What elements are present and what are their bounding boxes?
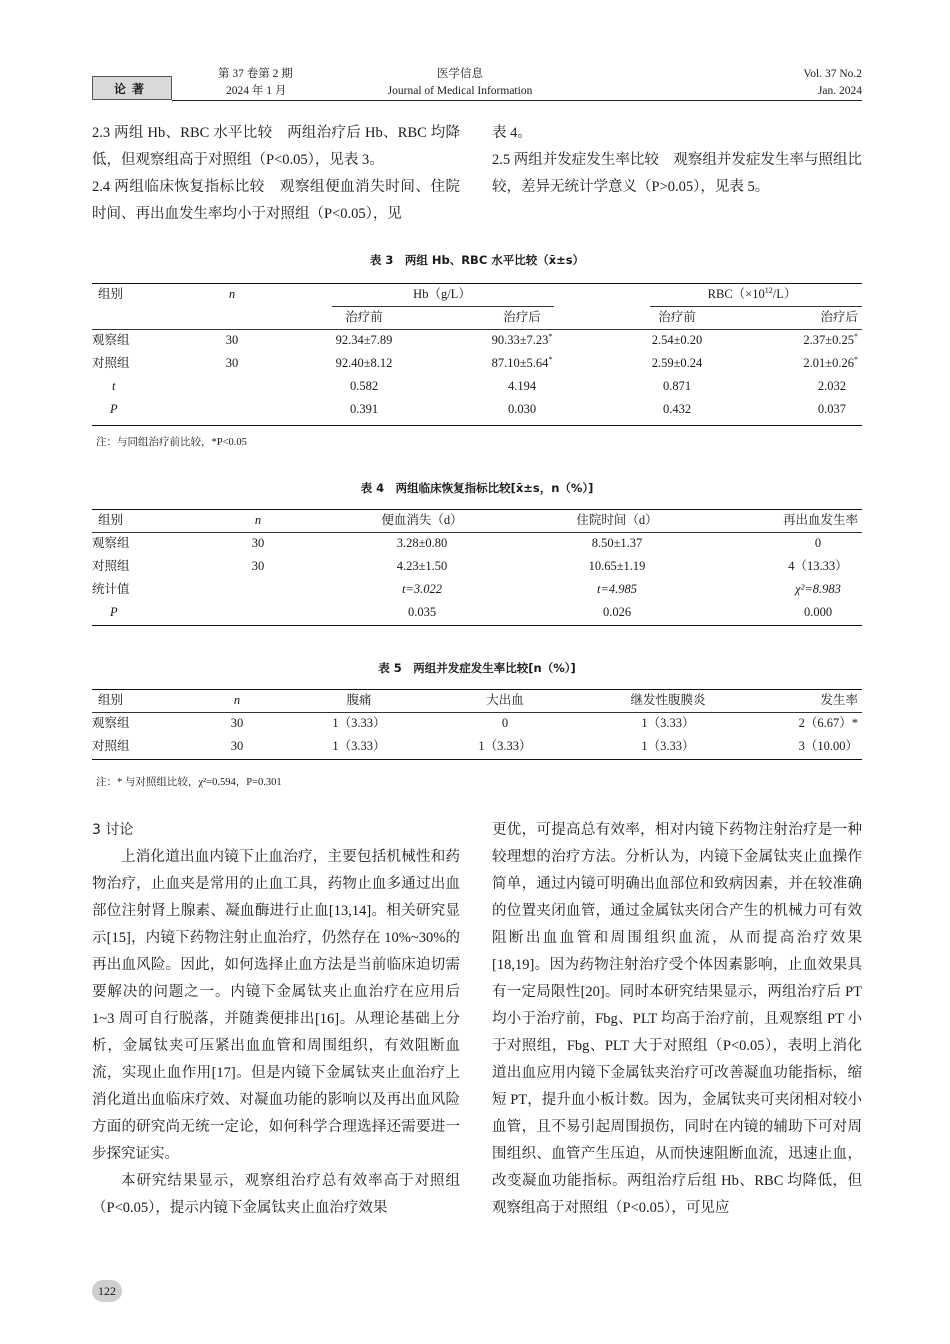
table3-hb-label: Hb（g/L） (413, 287, 471, 301)
table4-r1-c3: 10.65±1.19 (588, 559, 646, 573)
table3-r3-hb-after: 0.030 (507, 402, 537, 416)
table5-r0-c4: 1（3.33） (641, 716, 695, 730)
table3-r2-group: t (112, 379, 116, 393)
table4-col-group: 组别 (98, 513, 124, 527)
section-2-4-end: 表 4。 (492, 125, 532, 141)
section-2-5: 2.5 两组并发症发生率比较 观察组并发症发生率与照组比较，差异无统计学意义（P>0.05），见表 5。 (492, 152, 862, 195)
table5-col-group: 组别 (98, 693, 124, 707)
table3-r3-group: P (110, 402, 118, 416)
table-row (92, 555, 862, 578)
table3-hb-after: 治疗后 (503, 310, 541, 324)
table5-r1-c4: 1（3.33） (641, 739, 695, 753)
table3 (92, 283, 862, 421)
table5-r1-c3: 1（3.33） (478, 739, 532, 753)
table3-hb-before: 治疗前 (345, 310, 383, 324)
table5-col-n: n (233, 693, 241, 707)
table3-r0-hb-before: 92.34±7.89 (335, 333, 393, 347)
table3-col-group: 组别 (98, 287, 124, 301)
table4-r1-c1: 30 (251, 559, 265, 573)
table4-r2-c0: 统计值 (92, 582, 130, 596)
table3-header-row-1 (92, 283, 862, 306)
table5-col-rate: 发生率 (820, 693, 858, 707)
table3-r0-n: 30 (225, 333, 239, 347)
table4-col-n: n (254, 513, 262, 527)
header-volume-en: Vol. 37 No.2 (803, 68, 862, 80)
table4-col-rebleed: 再出血发生率 (782, 513, 858, 527)
table4-caption: 表 4 两组临床恢复指标比较[x̄±s，n（%）] (360, 481, 594, 495)
table4-r0-c2: 3.28±0.80 (396, 536, 448, 550)
header-journal-en: Journal of Medical Information (387, 85, 533, 97)
table4-r1-c4: 4（13.33） (788, 559, 848, 573)
table5-r1-c5: 3（10.00） (798, 739, 858, 753)
top-left-column (92, 120, 460, 228)
table-row (92, 712, 862, 735)
top-right-column (492, 120, 862, 201)
table5-caption: 表 5 两组并发症发生率比较[n（%）] (378, 661, 576, 675)
table3-r0-rbc-before: 2.54±0.20 (651, 333, 703, 347)
table-row (92, 375, 862, 398)
table3-r0-rbc-after: 2.37±0.25* (803, 331, 858, 347)
table4-r0-c0: 观察组 (92, 536, 130, 550)
table4-r0-c4: 0 (814, 536, 822, 550)
header-date-cn: 2024 年 1 月 (226, 85, 287, 97)
discussion-right-p1: 更优，可提高总有效率，相对内镜下药物注射治疗是一种较理想的治疗方法。分析认为，内镜下金属钛夹止血操作简单，通过内镜可明确出血部位和致病因素，并在较准确的位置夹闭血管，通过金属钛夹闭合产生的机械力可有效阻断出血血管和周围组织血流，从而提高治疗效果[18,19]。因为药物注射治疗受个体因素影响，止血效果具有一定局限性[20]。同时本研究结果显示，两组治疗后 PT 均小于治疗前，Fbg、PLT 均高于治疗前，且观察组 PT 小于对照组，Fbg、PLT 大于对照组（P<0.05），表明上消化道出血应用内镜下金属钛夹治疗可改善凝血功能指标，缩短 PT，提升血小板计数。因为，金属钛夹可夹闭相对较小血管，且不易引起周围损伤，同时在内镜的辅助下可对周围组织、血管产生压迫，从而快速阻断血流，迅速止血，改变凝血功能指标。两组治疗后组 Hb、RBC 均降低，但观察组高于对照组（P<0.05），可见应 (492, 822, 862, 1216)
discussion-left-p1: 上消化道出血内镜下止血治疗，主要包括机械性和药物治疗，止血夹是常用的止血工具，药物止血多通过出血部位注射肾上腺素、凝血酶进行止血[13,14]。相关研究显示[15]，内镜下药物注射止血治疗，仍然存在 10%~30%的再出血风险。因此，如何选择止血方法是当前临床迫切需要解决的问题之一。内镜下金属钛夹止血治疗在应用后 1~3 周可自行脱落，并随粪便排出[16]。从理论基础上分析，金属钛夹可压紧出血血管和周围组织，有效阻断血流，实现止血作用[17]。但是内镜下金属钛夹止血治疗上消化道出血临床疗效、对凝血功能的影响以及再出血风险方面的研究尚无统一定论，如何科学合理选择还需要进一步探究证实。 (92, 849, 460, 1162)
table3-r2-rbc-before: 0.871 (662, 379, 692, 393)
table5-r1-c2: 1（3.33） (332, 739, 386, 753)
section-2-3: 2.3 两组 Hb、RBC 水平比较 两组治疗后 Hb、RBC 均降低，但观察组高于对照组（P<0.05），见表 3。 (92, 125, 460, 168)
table5 (92, 689, 862, 758)
table4-r2-c2: t=3.022 (401, 582, 443, 596)
table5-col-pain: 腹痛 (346, 693, 372, 707)
table4-r0-c3: 8.50±1.37 (591, 536, 643, 550)
table3-r3-hb-before: 0.391 (349, 402, 379, 416)
section-2-4: 2.4 两组临床恢复指标比较 观察组便血消失时间、住院时间、再出血发生率均小于对照组（P<0.05），见 (92, 179, 460, 222)
table3-bottom-rule (92, 425, 862, 426)
table5-header-row (92, 689, 862, 712)
table4-col-bleed: 便血消失（d） (381, 513, 463, 527)
table-row (92, 398, 862, 421)
header-rule (172, 100, 862, 101)
discussion-left-column (92, 844, 460, 1222)
table4-bottom-rule (92, 625, 862, 626)
table-row (92, 735, 862, 758)
table5-r0-c2: 1（3.33） (332, 716, 386, 730)
discussion-left-p2: 本研究结果显示，观察组治疗总有效率高于对照组（P<0.05），提示内镜下金属钛夹止血治疗效果 (92, 1173, 460, 1216)
table3-r2-hb-before: 0.582 (349, 379, 379, 393)
header-volume-cn: 第 37 卷第 2 期 (218, 68, 293, 80)
table5-r1-c1: 30 (230, 739, 244, 753)
section-tag: 论著 (92, 76, 172, 100)
table3-r1-n: 30 (225, 356, 239, 370)
table3-note: 注：与同组治疗前比较，*P<0.05 (96, 437, 247, 448)
table3-rbc-label: $RBC(\times 10^{12}/L)$ (707, 285, 797, 301)
table3-r3-rbc-after: 0.037 (817, 402, 846, 416)
table5-r0-c5: 2（6.67）* (798, 716, 858, 730)
table5-note: 注：* 与对照组比较，χ²=0.594，P=0.301 (96, 777, 282, 788)
table4-r1-c0: 对照组 (92, 559, 130, 573)
table4-r1-c2: 4.23±1.50 (396, 559, 448, 573)
table3-header-row-2 (92, 306, 862, 329)
table4-r0-c1: 30 (251, 536, 265, 550)
table5-bottom-rule (92, 759, 862, 760)
table5-col-peritonitis: 继发性腹膜炎 (630, 693, 706, 707)
table4-r3-c4: 0.000 (803, 605, 833, 619)
table5-r0-c0: 观察组 (92, 716, 130, 730)
table-row (92, 578, 862, 601)
table3-r0-hb-after: 90.33±7.23* (491, 331, 553, 347)
table3-r1-hb-after: 87.10±5.64* (491, 354, 553, 370)
table3-r1-group: 对照组 (92, 356, 130, 370)
table4-r2-c3: t=4.985 (596, 582, 638, 596)
table3-r0-group: 观察组 (92, 333, 130, 347)
table-row (92, 329, 862, 352)
table3-r3-rbc-before: 0.432 (662, 402, 692, 416)
discussion-right-column (492, 817, 862, 1222)
header-journal-cn: 医学信息 (437, 68, 483, 80)
table4-header-row (92, 509, 862, 532)
table4-r3-c2: 0.035 (407, 605, 437, 619)
header-date-en: Jan. 2024 (817, 85, 862, 97)
discussion-heading: 3 讨论 (92, 822, 134, 838)
table3-r2-rbc-after: 2.032 (817, 379, 846, 393)
table4 (92, 509, 862, 624)
page-number: 122 (92, 1280, 122, 1302)
table3-rbc-before: 治疗前 (658, 310, 696, 324)
table5-r0-c3: 0 (501, 716, 509, 730)
table4-col-stay: 住院时间（d） (576, 513, 658, 527)
table3-rbc-after: 治疗后 (820, 310, 858, 324)
table3-col-n: n (228, 287, 236, 301)
table5-r1-c0: 对照组 (92, 739, 130, 753)
table-row (92, 352, 862, 375)
table3-caption: 表 3 两组 Hb、RBC 水平比较（x̄±s） (369, 253, 585, 267)
table3-r2-hb-after: 4.194 (507, 379, 537, 393)
table4-r2-c4: χ²=8.983 (795, 582, 841, 596)
table3-r1-rbc-before: 2.59±0.24 (651, 356, 703, 370)
table4-r3-c3: 0.026 (602, 605, 632, 619)
table3-r1-rbc-after: 2.01±0.26* (803, 354, 858, 370)
table-row (92, 601, 862, 624)
table5-col-bleed: 大出血 (486, 693, 524, 707)
table4-r3-c0: P (110, 605, 118, 619)
table-row (92, 532, 862, 555)
table5-r0-c1: 30 (230, 716, 244, 730)
table3-r1-hb-before: 92.40±8.12 (335, 356, 393, 370)
